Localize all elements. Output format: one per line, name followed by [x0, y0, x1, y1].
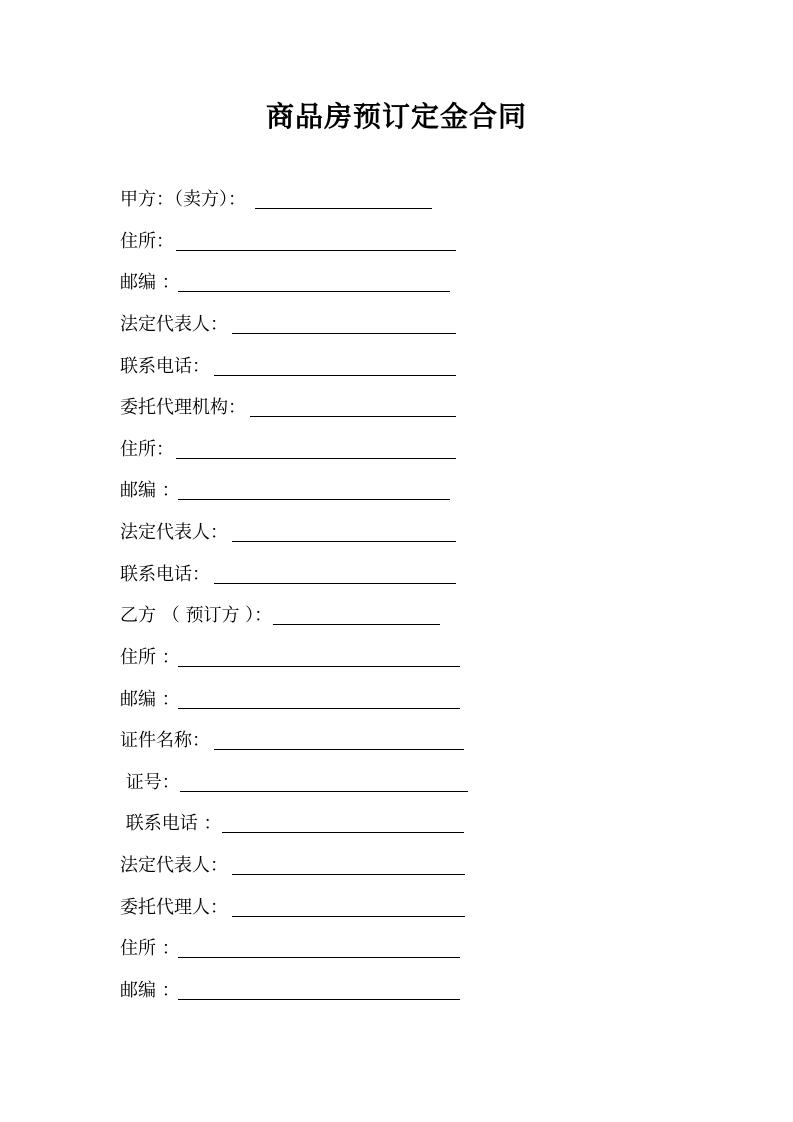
buyer-phone-blank: [222, 832, 464, 833]
agency-phone-label: 联系电话：: [120, 563, 210, 585]
seller-address-row: [0, 221, 793, 263]
seller-postcode-label: 邮编 ：: [120, 272, 180, 294]
buyer-postcode-label: 邮编 ：: [120, 688, 180, 710]
buyer-address-label: 住所 ：: [120, 646, 180, 668]
agency-legal-rep-row: [0, 512, 793, 554]
buyer-id-type-row: [0, 720, 793, 762]
seller-legal-rep-blank: [232, 333, 456, 334]
buyer-agent-postcode-row: [0, 970, 793, 1012]
seller-postcode-blank: [178, 291, 450, 292]
agency-postcode-label: 邮编 ：: [120, 480, 180, 502]
buyer-id-number-label: 证号：: [120, 771, 180, 793]
agency-legal-rep-label: 法定代表人：: [120, 522, 228, 543]
seller-legal-rep-row: [0, 304, 793, 346]
buyer-agent-label: 委托代理人：: [120, 896, 228, 918]
buyer-blank: [273, 624, 440, 625]
agency-address-blank: [176, 458, 456, 459]
buyer-legal-rep-row: [0, 845, 793, 887]
buyer-agent-postcode-blank: [178, 999, 460, 1000]
buyer-postcode-row: [0, 679, 793, 721]
buyer-agent-postcode-label: 邮编 ：: [120, 979, 180, 1001]
buyer-agent-address-row: [0, 928, 793, 970]
agency-postcode-row: [0, 470, 793, 512]
seller-legal-rep-label: 法定代表人：: [120, 313, 228, 335]
agency-row: [0, 387, 793, 429]
agency-label: 委托代理机构：: [120, 397, 246, 419]
seller-phone-blank: [214, 375, 456, 376]
agency-legal-rep-blank: [232, 541, 456, 542]
seller-row: [0, 179, 793, 221]
seller-postcode-row: [0, 262, 793, 304]
buyer-row: [0, 595, 793, 637]
agency-address-label: 住所：: [120, 438, 174, 460]
buyer-agent-row: [0, 887, 793, 929]
agency-postcode-blank: [178, 499, 450, 500]
seller-address-label: 住所：: [120, 230, 174, 252]
buyer-legal-rep-blank: [232, 874, 465, 875]
buyer-id-type-blank: [214, 749, 464, 750]
agency-phone-row: [0, 554, 793, 596]
buyer-agent-blank: [232, 916, 465, 917]
buyer-id-number-blank: [180, 791, 468, 792]
buyer-agent-address-blank: [178, 957, 460, 958]
agency-address-row: [0, 429, 793, 471]
seller-label: 甲方：（卖方）：: [120, 189, 246, 210]
buyer-address-row: [0, 637, 793, 679]
buyer-id-number-row: [0, 762, 793, 804]
buyer-label: 乙方 （ 预订方 ）：: [120, 605, 273, 627]
buyer-postcode-blank: [178, 708, 460, 709]
buyer-phone-row: [0, 803, 793, 845]
contract-parties-form: [0, 179, 793, 1012]
buyer-address-blank: [178, 666, 460, 667]
seller-address-blank: [176, 250, 456, 251]
seller-phone-row: [0, 346, 793, 388]
agency-phone-blank: [214, 583, 456, 584]
document-title: 商品房预订定金合同: [265, 100, 527, 133]
buyer-id-type-label: 证件名称：: [120, 730, 210, 752]
agency-blank: [250, 416, 456, 417]
buyer-agent-address-label: 住所 ：: [120, 938, 180, 960]
buyer-legal-rep-label: 法定代表人：: [120, 855, 228, 876]
seller-phone-label: 联系电话：: [120, 355, 210, 377]
buyer-phone-label: 联系电话 ：: [120, 813, 222, 835]
seller-blank: [255, 208, 432, 209]
